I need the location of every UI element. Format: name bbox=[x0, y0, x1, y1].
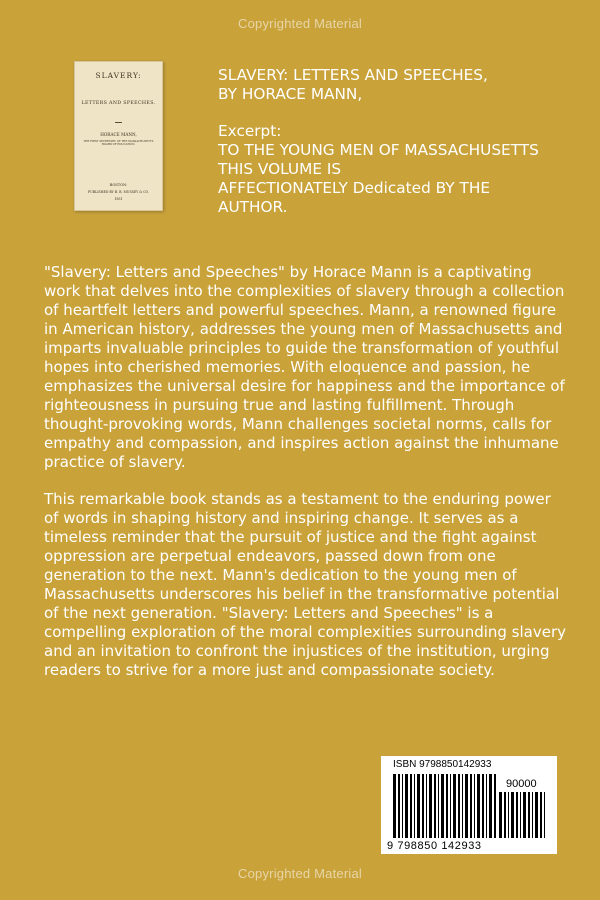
excerpt-line-4: AUTHOR. bbox=[218, 198, 288, 216]
price-code: 90000 bbox=[506, 778, 537, 790]
isbn-label: ISBN 9798850142933 bbox=[393, 759, 492, 770]
book-title-page-thumbnail bbox=[74, 61, 163, 211]
excerpt-block bbox=[218, 122, 588, 217]
watermark-bottom: Copyrighted Material bbox=[238, 866, 362, 881]
barcode-main-bars bbox=[393, 774, 497, 838]
thumbnail-publisher: PUBLISHED BY B. B. MUSSEY & CO. bbox=[88, 190, 149, 194]
description-paragraph-2: This remarkable book stands as a testament to the enduring power of words in shaping history and inspiring change. It serves as a timeless reminder that the pursuit of justice and the fight against oppression are perpetual endeavors, passed down from one generation to the next. Mann's dedication to the young men of Massachusetts underscores his belief in the transformative potential of the next generation. "Slavery: Letters and Speeches" is a compelling exploration of the moral complexities surrounding slavery and an invitation to confront the injustices of the institution, urging readers to strive for a more just and compassionate society. bbox=[44, 490, 567, 679]
book-title-block bbox=[218, 66, 588, 104]
excerpt-line-2: THIS VOLUME IS bbox=[218, 160, 342, 178]
thumbnail-place: BOSTON: bbox=[109, 183, 128, 187]
book-title-line-1: SLAVERY: LETTERS AND SPEECHES, bbox=[218, 66, 488, 84]
book-title-line-2: BY HORACE MANN, bbox=[218, 85, 363, 103]
description-paragraph-1: "Slavery: Letters and Speeches" by Horace Mann is a captivating work that delves into the complexities of slavery through a collection of heartfelt letters and powerful speeches. Mann, a renowned figure in American history, addresses the young men of Massachusetts and imparts invaluable principles to guide the transformation of youthful hopes into cherished memories. With eloquence and passion, he emphasizes the universal desire for happiness and the importance of righteousness in pursuing true and lasting fulfillment. Through thought-provoking words, Mann challenges societal norms, calls for empathy and compassion, and inspires action against the inhumane practice of slavery. bbox=[44, 263, 565, 471]
excerpt-line-3: AFFECTIONATELY Dedicated BY THE bbox=[218, 179, 491, 197]
barcode-digits: 9 798850 142933 bbox=[387, 840, 482, 852]
watermark-top: Copyrighted Material bbox=[238, 16, 362, 31]
excerpt-label: Excerpt: bbox=[218, 122, 282, 140]
isbn-barcode bbox=[381, 756, 557, 854]
thumbnail-author-note: THE FIRST SECRETARY OF THE MASSACHUSETTS BOARD OF EDUCATION. bbox=[83, 140, 154, 146]
thumbnail-year: 1851 bbox=[114, 197, 123, 201]
thumbnail-title: SLAVERY: bbox=[95, 71, 142, 80]
thumbnail-divider bbox=[115, 122, 122, 123]
barcode-addon-bars bbox=[499, 792, 547, 838]
thumbnail-subtitle: LETTERS AND SPEECHES. bbox=[81, 101, 156, 106]
excerpt-line-1: TO THE YOUNG MEN OF MASSACHUSETTS bbox=[218, 141, 539, 159]
thumbnail-author: HORACE MANN, bbox=[100, 132, 137, 137]
